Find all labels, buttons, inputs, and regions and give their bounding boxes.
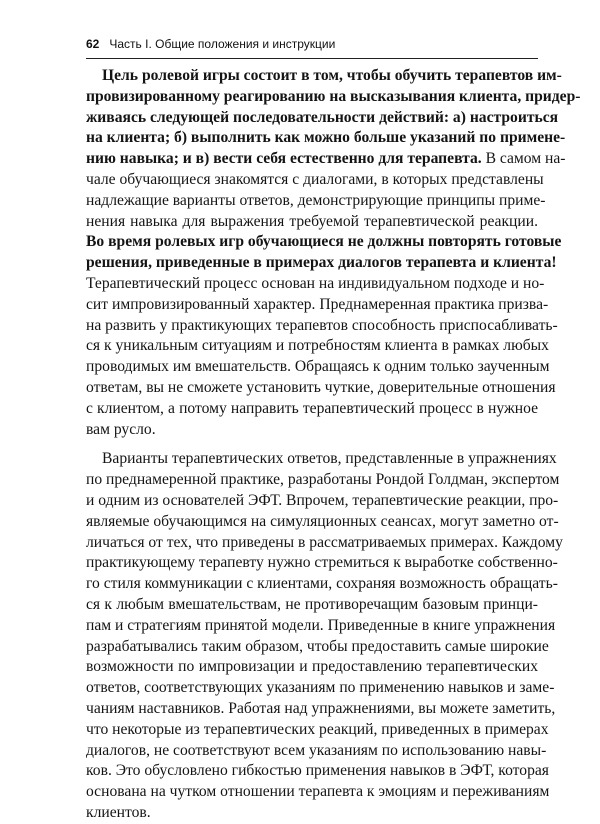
text-line xyxy=(86,449,557,470)
text-line xyxy=(86,574,558,595)
text-run: ся к уникальным ситуациям и потребностям клиента в рамках любых xyxy=(86,337,549,355)
text-line xyxy=(86,378,556,399)
text-line xyxy=(86,316,558,337)
text-run: Терапевтический процесс основан на индивидуальном подходе и но- xyxy=(86,274,545,292)
text-line xyxy=(86,399,538,420)
running-title: Часть I. Общие положения и инструкции xyxy=(109,37,336,51)
text-line xyxy=(86,232,562,253)
text-line xyxy=(86,491,559,512)
text-run: возможности по импровизации и предоставлению терапевтических xyxy=(86,658,538,676)
bold-text-run: решения, приведенные в примерах диалогов терапевта и клиента! xyxy=(86,254,557,272)
text-line xyxy=(86,657,538,678)
body-text xyxy=(86,66,581,824)
text-line xyxy=(86,170,544,191)
text-run: основана на чутком отношении терапевта к эмоциям и переживаниям xyxy=(86,783,550,801)
text-run: практикующему терапевту нужно стремиться к выработке собственно- xyxy=(86,554,558,572)
text-run: сит импровизированный характер. Преднамеренная практика призва- xyxy=(86,295,549,313)
text-run: ответов, соответствующих указаниям по применению навыков и заме- xyxy=(86,679,555,697)
text-line xyxy=(86,420,538,441)
text-run: пам и стратегиям принятой модели. Приведенные в книге упражнения xyxy=(86,616,556,634)
text-run: диалогов, не соответствуют всем указаниям по использованию навы- xyxy=(86,741,547,759)
text-line xyxy=(86,699,556,720)
text-line xyxy=(86,336,549,357)
text-run: проводимых им вмешательств. Обращаясь к одним только заученным xyxy=(86,358,550,376)
text-run: ков. Это обусловлено гибкостью применения навыков в ЭФТ, которая xyxy=(86,762,549,780)
text-line xyxy=(86,637,549,658)
text-line xyxy=(86,512,559,533)
text-run: Варианты терапевтических ответов, представленные в упражнениях xyxy=(102,450,557,468)
text-line xyxy=(86,149,566,170)
bold-text-run: живаясь следующей последовательности действий: а) настроиться xyxy=(86,108,559,126)
running-header xyxy=(86,37,335,51)
text-run: на развить у практикующих терапевтов способность приспосабливать- xyxy=(86,316,558,334)
text-line xyxy=(86,357,550,378)
paragraph xyxy=(86,66,581,440)
text-line xyxy=(86,108,559,129)
text-run: чаниям наставников. Работая над упражнениями, вы можете заметить, xyxy=(86,699,556,717)
text-run: ся к любым вмешательствам, не противоречащим базовым принци- xyxy=(86,595,538,613)
text-run: являемые обучающимся на симуляционных сеансах, могут заметно от- xyxy=(86,512,559,530)
text-run: и одним из основателей ЭФТ. Впрочем, терапевтические реакции, про- xyxy=(86,491,559,509)
text-line xyxy=(86,761,549,782)
bold-text-run: Во время ролевых игр обучающиеся не должны повторять готовые xyxy=(86,233,562,251)
text-line xyxy=(86,66,562,87)
text-line xyxy=(86,253,557,274)
text-run: клиентов. xyxy=(86,803,151,821)
text-line xyxy=(86,212,538,233)
bold-text-run: на клиента; б) выполнить как можно больше указаний по примене- xyxy=(86,129,566,147)
text-line xyxy=(86,533,563,554)
text-line xyxy=(86,595,538,616)
text-line xyxy=(86,782,550,803)
text-run: надлежащие варианты ответов, демонстрирующие принципы приме- xyxy=(86,191,546,209)
bold-text-run: нию навыка; и в) вести себя естественно для терапевта. xyxy=(86,150,482,168)
text-line xyxy=(86,553,558,574)
header-rule xyxy=(86,58,538,59)
text-line xyxy=(86,803,538,824)
text-line xyxy=(86,274,545,295)
text-run: разрабатывались таким образом, чтобы предоставить самые широкие xyxy=(86,637,549,655)
text-run: с клиентом, а потому направить терапевтический процесс в нужное xyxy=(86,399,538,417)
text-run: по преднамеренной практике, разработаны Рондой Голдман, экспертом xyxy=(86,471,560,489)
bold-text-run: провизированному реагированию на высказывания клиента, придер- xyxy=(86,87,581,105)
text-run: го стиля коммуникации с клиентами, сохраняя возможность обращать- xyxy=(86,575,558,593)
text-line xyxy=(86,720,549,741)
text-run: нения навыка для выражения требуемой терапевтической реакции. xyxy=(86,212,538,230)
text-run: чале обучающиеся знакомятся с диалогами, в которых представлены xyxy=(86,170,544,188)
text-line xyxy=(86,741,547,762)
bold-text-run: Цель ролевой игры состоит в том, чтобы обучить терапевтов им- xyxy=(102,67,562,84)
text-line xyxy=(86,295,549,316)
text-run: В самом на- xyxy=(481,150,566,168)
text-run: ответам, вы не сможете установить чуткие, доверительные отношения xyxy=(86,378,556,396)
text-line xyxy=(86,616,556,637)
text-run: личаться от тех, что приведены в рассматриваемых примерах. Каждому xyxy=(86,533,563,551)
text-run: вам русло. xyxy=(86,420,156,438)
text-line xyxy=(86,128,566,149)
page-number: 62 xyxy=(86,37,100,51)
text-line xyxy=(86,87,581,108)
text-line xyxy=(86,470,560,491)
text-line xyxy=(86,678,555,699)
text-run: что некоторые из терапевтических реакций, приведенных в примерах xyxy=(86,720,549,738)
text-line xyxy=(86,191,546,212)
paragraph xyxy=(86,449,563,823)
